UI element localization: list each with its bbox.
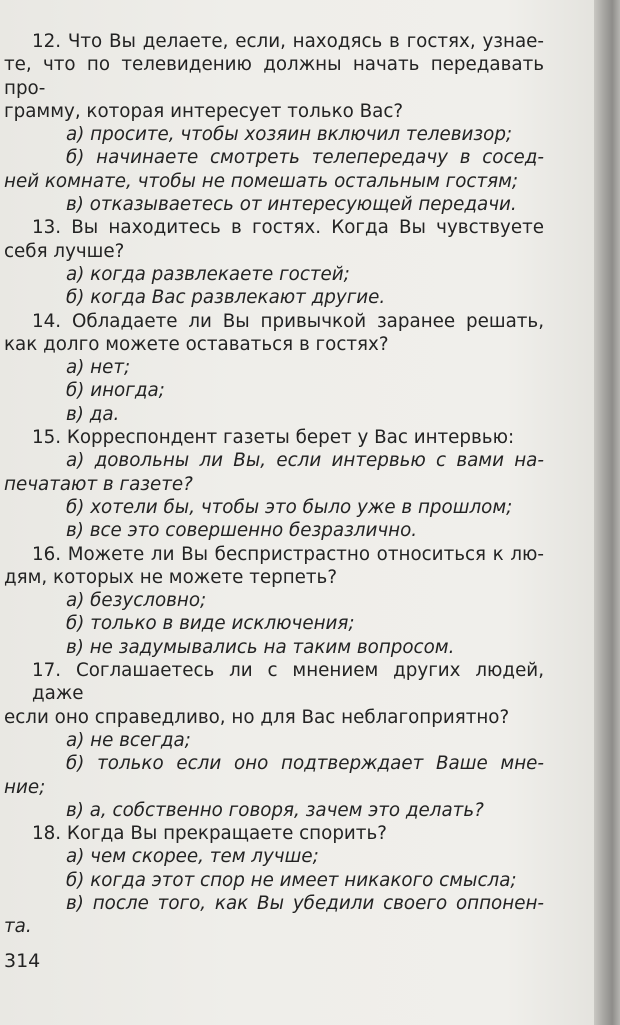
answer-option: а) чем скорее, тем лучше; — [66, 846, 319, 868]
question-text-line: как долго можете оставаться в гостях? — [4, 333, 389, 355]
answer-option: б) хотели бы, чтобы это было уже в прошлом; — [66, 496, 513, 518]
question-text-line: те, что по телевидению должны начать передавать про- — [4, 54, 544, 99]
question-18 — [4, 822, 544, 938]
page-text — [4, 30, 544, 939]
answer-option: б) когда Вас развлекают другие. — [66, 287, 386, 309]
question-text-line: 12. Что Вы делаете, если, находясь в гостях, узнае- — [32, 31, 544, 52]
answer-option: в) да. — [66, 403, 120, 425]
answer-option-continuation: печатают в газете? — [4, 473, 193, 495]
question-text-line: грамму, которая интересует только Вас? — [4, 100, 404, 122]
answer-option: в) после того, как Вы убедили своего оппонен- — [66, 892, 544, 914]
answer-option: а) довольны ли Вы, если интервью с вами на- — [66, 450, 544, 472]
answer-option: в) не задумывались на таким вопросом. — [66, 636, 455, 658]
answer-option-continuation: ние; — [4, 776, 46, 798]
question-16 — [4, 543, 544, 659]
question-text-line: 15. Корреспондент газеты берет у Вас интервью: — [32, 427, 515, 449]
question-text-line: дям, которых не можете терпеть? — [4, 566, 338, 588]
page-number: 314 — [4, 950, 41, 972]
answer-option: б) только если оно подтверждает Ваше мне- — [66, 753, 544, 775]
question-13 — [4, 216, 544, 309]
question-text-line: 17. Соглашаетесь ли с мнением других людей, даже — [32, 660, 545, 705]
question-text-line: 14. Обладаете ли Вы привычкой заранее решать, — [32, 310, 545, 332]
answer-option: б) начинаете смотреть телепередачу в сосед- — [66, 147, 544, 169]
answer-option: в) все это совершенно безразлично. — [66, 520, 418, 542]
answer-option: а) нет; — [66, 357, 131, 379]
question-text-line: если оно справедливо, но для Вас неблагоприятно? — [4, 706, 510, 728]
answer-option: б) иногда; — [66, 380, 165, 402]
question-text-line: себя лучше? — [4, 240, 125, 262]
question-text-line: 16. Можете ли Вы беспристрастно относиться к лю- — [32, 543, 544, 565]
question-15 — [4, 426, 544, 542]
question-14 — [4, 310, 544, 426]
answer-option: а) безусловно; — [66, 590, 207, 612]
answer-option: а) не всегда; — [66, 729, 191, 751]
question-17 — [4, 659, 544, 822]
question-text-line: 18. Когда Вы прекращаете спорить? — [32, 823, 387, 845]
answer-option: б) когда этот спор не имеет никакого смысла; — [66, 869, 517, 891]
answer-option: а) когда развлекаете гостей; — [66, 263, 350, 285]
answer-option-continuation: ней комнате, чтобы не помешать остальным гостям; — [4, 170, 519, 192]
answer-option: б) только в виде исключения; — [66, 613, 355, 635]
question-text-line: 13. Вы находитесь в гостях. Когда Вы чувствуете — [32, 217, 545, 239]
answer-option: а) просите, чтобы хозяин включил телевизор; — [66, 124, 513, 146]
question-12 — [4, 30, 544, 216]
answer-option: в) а, собственно говоря, зачем это делать? — [66, 799, 484, 821]
answer-option: в) отказываетесь от интересующей передачи. — [66, 194, 517, 216]
book-spine-shadow — [594, 0, 620, 1025]
answer-option-continuation: та. — [4, 916, 32, 938]
